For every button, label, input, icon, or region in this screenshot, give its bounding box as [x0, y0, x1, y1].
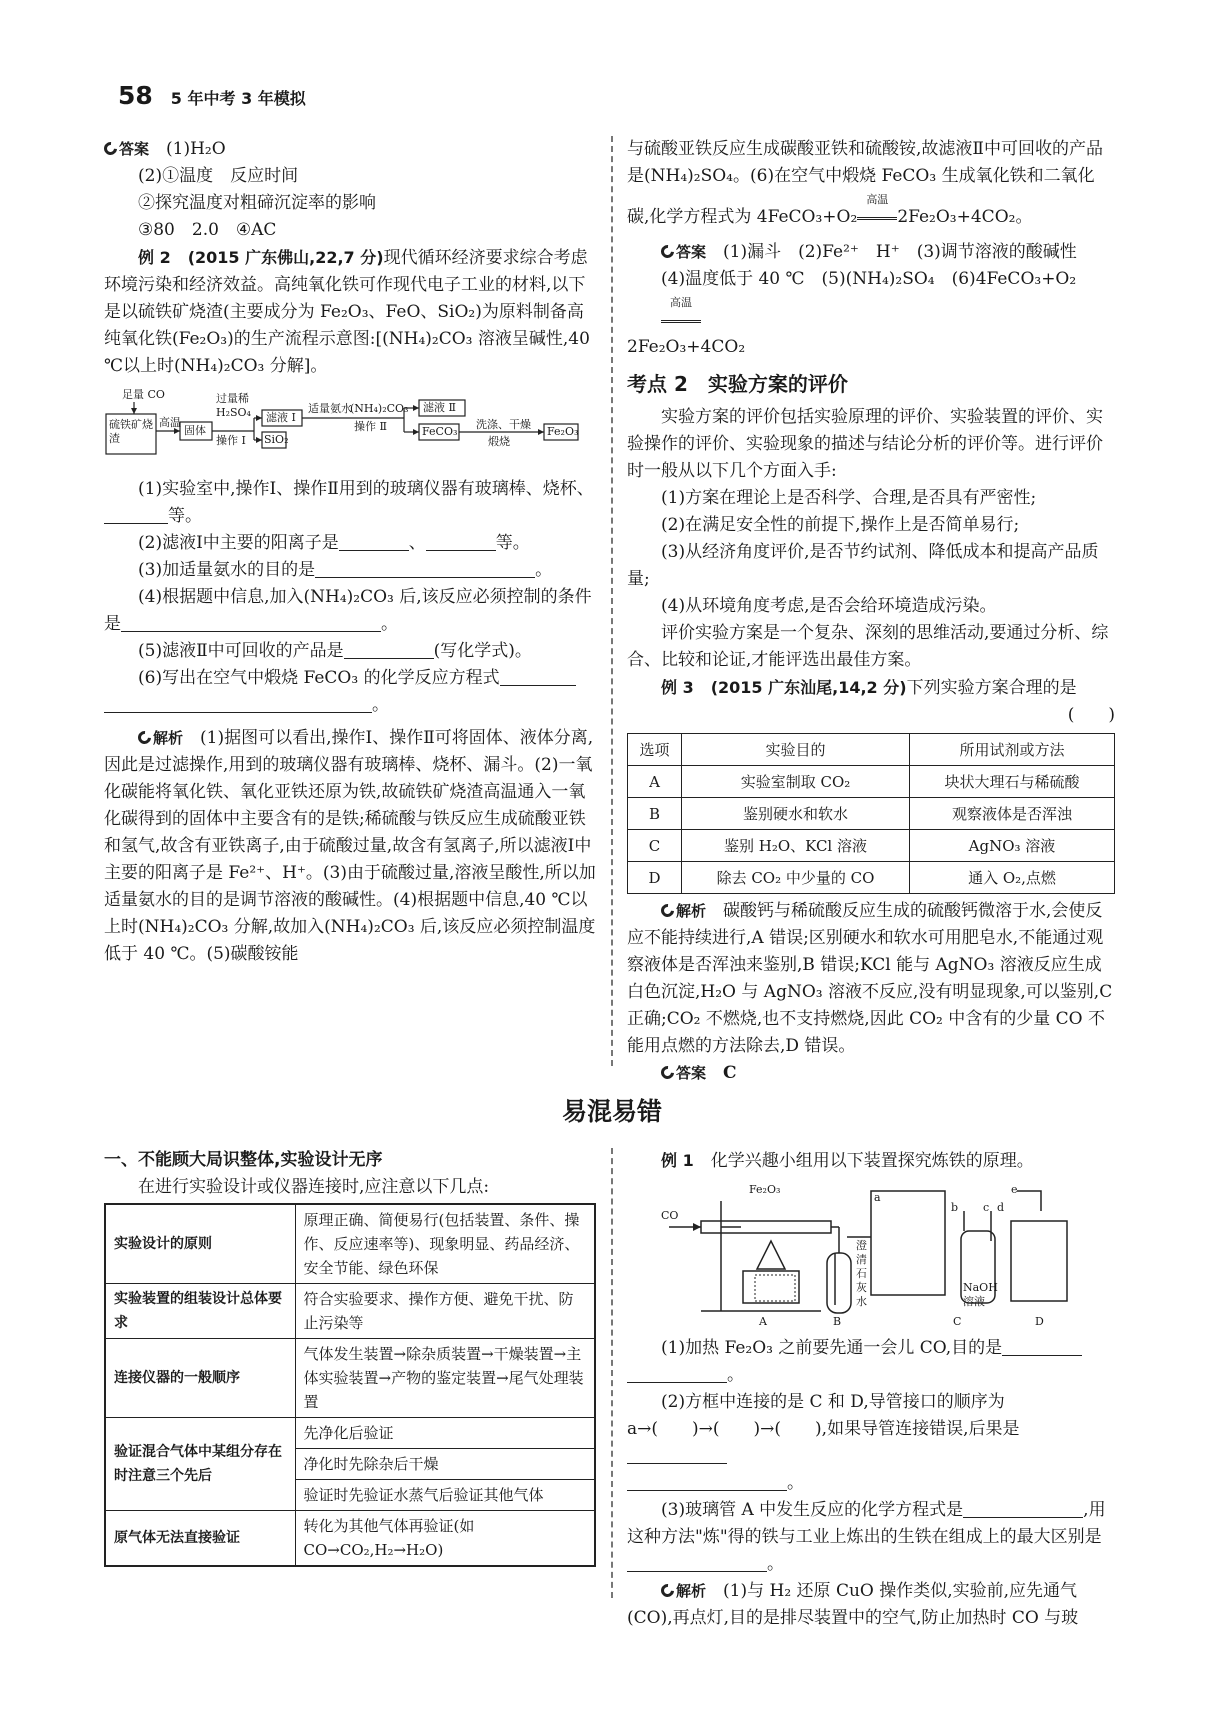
options-table [627, 733, 1115, 894]
analysis-2: 解析 (1)据图可以看出,操作Ⅰ、操作Ⅱ可将固体、液体分离,因此是过滤操作,用到的玻璃仪器有玻璃棒、烧杯、漏斗。(2)一氧化碳能将氧化铁、氧化亚铁还原为铁,故硫铁矿烧渣高温通入一氧化碳得到的固体中主要含有的是铁;稀硫酸与铁反应生成硫酸亚铁和氢气,故含有亚铁离子,由于硫酸过量,故含有氢离子,所以滤液Ⅰ中主要的阳离子是 Fe²⁺、H⁺。(3)由于硫酸过量,溶液呈酸性,所以加适量氨水的目的是调节溶液的酸碱性。(4)根据题中信息,40 ℃以上时(NH₄)₂CO₃ 分解,故加入(NH₄)₂CO₃ 后,该反应必须控制温度低于 40 ℃。(5)碳酸铵能 [104, 728, 596, 964]
table-header: 实验目的 [682, 734, 910, 766]
flow-sio2: SiO₂ [264, 433, 289, 446]
table-cell: 符合实验要求、操作方便、避免干扰、防止污染等 [295, 1284, 595, 1339]
kp2-item-4: (4)从环境角度考虑,是否会给环境造成污染。 [661, 596, 997, 616]
flow-op2: 操作 Ⅱ [354, 420, 387, 433]
flow-co: 足量 CO [122, 388, 165, 401]
question-1: (1)实验室中,操作Ⅰ、操作Ⅱ用到的玻璃仪器有玻璃棒、烧杯、等。 [104, 476, 596, 530]
table-row [105, 1204, 595, 1284]
analysis-marker: 解析 [661, 902, 706, 920]
kp2-item-3: (3)从经济角度评价,是否节约试剂、降低成本和提高产品质量; [627, 542, 1099, 589]
kp2-item-1: (1)方案在理论上是否科学、合理,是否具有严密性; [661, 488, 1037, 508]
flow-nh4co3: (NH₄)₂CO₃ [350, 402, 409, 415]
flow-wash: 洗涤、干燥 [476, 418, 531, 431]
moon-icon [658, 242, 676, 260]
label-d-port: d [997, 1201, 1005, 1214]
label-e: e [1011, 1183, 1018, 1196]
table-row [628, 830, 1115, 862]
answer-marker: 答案 [104, 140, 149, 158]
answer-blank[interactable] [627, 1473, 787, 1491]
example-source: (2015 广东汕尾,14,2 分) [710, 678, 907, 697]
example-1: 例 1 化学兴趣小组用以下装置探究炼铁的原理。 [661, 1151, 1034, 1171]
flow-feco3: FeCO₃ [422, 425, 458, 438]
flow-solid: 固体 [184, 424, 206, 437]
answer-1-line3: ②探究温度对粗碲沉淀率的影响 [138, 193, 376, 213]
moon-icon [101, 139, 119, 157]
left-column [104, 136, 596, 968]
rules-table [104, 1203, 596, 1567]
ex1-question-3: (3)玻璃管 A 中发生反应的化学方程式是 ,用这种方法"炼"得的铁与工业上炼出的生铁在组成上的最大区别是。 [627, 1500, 1106, 1574]
flow-raw: 硫铁矿烧渣 [109, 418, 153, 445]
table-cell: 鉴别 H₂O、KCl 溶液 [682, 830, 910, 862]
table-row [105, 1418, 595, 1449]
table-cell: 转化为其他气体再验证(如 CO→CO₂,H₂→H₂O) [295, 1511, 595, 1567]
table-cell: 观察液体是否浑浊 [910, 798, 1115, 830]
label-a: a [874, 1191, 881, 1204]
answer-blank[interactable] [121, 614, 381, 632]
answer-2-line2: (4)温度低于 40 ℃ (5)(NH₄)₂SO₄ (6)4FeCO₃+O₂高温 [627, 266, 1115, 334]
answer-blank[interactable] [339, 533, 409, 551]
table-row [105, 1339, 595, 1418]
lower-right-column [627, 1147, 1115, 1632]
ex1-question-2: (2)方框中连接的是 C 和 D,导管接口的顺序为 a→( )→( )→( ),如果导管连接错误,后果是 。 [627, 1392, 1020, 1493]
column-divider-bottom [611, 1148, 613, 1598]
question-2: (2)滤液Ⅰ中主要的阳离子是 、 等。 [138, 533, 530, 553]
table-cell: AgNO₃ 溶液 [910, 830, 1115, 862]
answer-blank[interactable] [963, 1500, 1083, 1518]
moon-icon [135, 728, 153, 746]
example-label: 例 1 [661, 1151, 694, 1170]
analysis-continued: 与硫酸亚铁反应生成碳酸亚铁和硫酸铵,故滤液Ⅱ中可回收的产品是(NH₄)₂SO₄。(6)在空气中煅烧 FeCO₃ 生成氧化铁和二氧化碳,化学方程式为 4FeCO₃+O₂高温 2Fe₂O₃+4CO₂。 [627, 139, 1103, 227]
table-row [628, 798, 1115, 830]
table-head-cell: 连接仪器的一般顺序 [105, 1339, 295, 1418]
moon-icon [658, 901, 676, 919]
table-row [105, 1284, 595, 1339]
table-cell: 净化时先除杂后干燥 [295, 1449, 595, 1480]
table-cell: 块状大理石与稀硫酸 [910, 766, 1115, 798]
table-head-cell: 验证混合气体中某组分存在时注意三个先后 [105, 1418, 295, 1511]
label-A: A [759, 1315, 767, 1328]
answer-blank[interactable] [627, 1365, 727, 1383]
right-column [627, 136, 1115, 1087]
ex1-analysis: 解析 (1)与 H₂ 还原 CuO 操作类似,实验前,应先通气(CO),再点灯,目的是排尽装置中的空气,防止加热时 CO 与玻 [627, 1581, 1079, 1628]
answer-3: 答案 C [627, 1060, 1115, 1087]
label-D: D [1035, 1315, 1044, 1328]
flow-ammonia: 适量氨水 [308, 402, 352, 415]
lower-left-column [104, 1147, 596, 1567]
question-6: (6)写出在空气中煅烧 FeCO₃ 的化学反应方程式 。 [104, 665, 596, 719]
column-divider-top [611, 136, 613, 1066]
table-header: 选项 [628, 734, 682, 766]
table-cell: 气体发生装置→除杂质装置→干燥装置→主体实验装置→产物的鉴定装置→尾气处理装置 [295, 1339, 595, 1418]
section-title: 易混易错 [561, 1097, 662, 1126]
kp2-item-2: (2)在满足安全性的前提下,操作上是否简单易行; [661, 515, 1020, 535]
page-number: 58 [118, 81, 153, 110]
table-cell: A [628, 766, 682, 798]
analysis-3: 解析 碳酸钙与稀硫酸反应生成的硫酸钙微溶于水,会使反应不能持续进行,A 错误;区别硬水和软水可用肥皂水,不能通过观察液体是否浑浊来鉴别,B 错误;KCl 能与 AgNO₃ 溶液反应生成白色沉淀,H₂O 与 AgNO₃ 溶液不反应,没有明显现象,可以鉴别,C 正确;CO₂ 不燃烧,也不支持燃烧,因此 CO₂ 中含有的少量 CO 不能用点燃的方法除去,D 错误。 [627, 901, 1113, 1056]
label-c-port: c [983, 1201, 990, 1214]
analysis-marker: 解析 [661, 1582, 706, 1600]
apparatus-figure [661, 1181, 1081, 1331]
table-cell: 鉴别硬水和软水 [682, 798, 910, 830]
flow-cond1: 高温 [159, 416, 181, 429]
answer-blank[interactable] [315, 560, 535, 578]
table-row [105, 1511, 595, 1567]
example-label: 例 3 [661, 678, 694, 697]
flow-filtrate2: 滤液 Ⅱ [423, 401, 456, 414]
example-label: 例 2 [138, 248, 171, 267]
kp2-summary: 评价实验方案是一个复杂、深刻的思维活动,要通过分析、综合、比较和论证,才能评选出最佳方案。 [627, 623, 1109, 670]
answer-blank[interactable] [500, 668, 576, 686]
subsection-heading: 一、不能顾大局识整体,实验设计无序 [104, 1150, 383, 1170]
condition-high-temp: 高温 [857, 190, 897, 223]
question-4: (4)根据题中信息,加入(NH₄)₂CO₃ 后,该反应必须控制的条件是 。 [104, 587, 592, 634]
label-co: CO [661, 1209, 679, 1222]
answer-1: 答案 (1)H₂O [104, 136, 596, 163]
label-C: C [953, 1315, 962, 1328]
table-cell: C [628, 830, 682, 862]
answer-1-line2: (2)①温度 反应时间 [138, 166, 299, 186]
flow-acid: 过量稀 H₂SO₄ [216, 392, 251, 419]
question-5: (5)滤液Ⅱ中可回收的产品是 (写化学式)。 [138, 641, 532, 661]
example-3: 例 3 (2015 广东汕尾,14,2 分)下列实验方案合理的是 [661, 678, 1077, 698]
apparatus-drawing [661, 1181, 1081, 1331]
table-cell: 验证时先验证水蒸气后验证其他气体 [295, 1480, 595, 1511]
label-naoh: NaOH 溶液 [963, 1281, 998, 1308]
flow-diagram [104, 388, 596, 472]
ex1-question-1: (1)加热 Fe₂O₃ 之前要先通一会儿 CO,目的是 。 [627, 1335, 1115, 1389]
answer-2: 答案 (1)漏斗 (2)Fe²⁺ H⁺ (3)调节溶液的酸碱性 [627, 239, 1115, 266]
flow-filtrate1: 滤液 Ⅰ [266, 411, 296, 424]
table-cell: 除去 CO₂ 中少量的 CO [682, 862, 910, 894]
table-head-cell: 实验装置的组装设计总体要求 [105, 1284, 295, 1339]
table-cell: 原理正确、简便易行(包括装置、条件、操作、反应速率等)、现象明显、药品经济、安全节能、绿色环保 [295, 1204, 595, 1284]
answer-marker: 答案 [661, 1064, 706, 1082]
book-title: 5 年中考 3 年模拟 [170, 89, 306, 108]
label-limewater: 澄清石灰水 [856, 1239, 867, 1308]
flow-product: Fe₂O₃ [547, 425, 579, 438]
answer-blank[interactable] [104, 506, 168, 524]
answer-blank[interactable] [627, 1554, 767, 1572]
table-cell: 先净化后验证 [295, 1418, 595, 1449]
answer-blank[interactable] [426, 533, 496, 551]
label-b: b [951, 1201, 959, 1214]
table-cell: B [628, 798, 682, 830]
table-cell: D [628, 862, 682, 894]
answer-1-line4: ③80 2.0 ④AC [138, 220, 277, 240]
answer-blank[interactable] [104, 695, 372, 713]
table-header: 所用试剂或方法 [910, 734, 1115, 766]
table-row [628, 766, 1115, 798]
flow-calcine: 煅烧 [488, 435, 510, 448]
flow-op1: 操作 Ⅰ [216, 434, 246, 447]
label-fe2o3: Fe₂O₃ [749, 1183, 781, 1196]
table-cell: 实验室制取 CO₂ [682, 766, 910, 798]
label-B: B [833, 1315, 842, 1328]
answer-blank[interactable] [627, 1446, 727, 1464]
table-header-row [628, 734, 1115, 766]
answer-marker: 答案 [661, 243, 706, 261]
kp2-intro: 实验方案的评价包括实验原理的评价、实验装置的评价、实验操作的评价、实验现象的描述与结论分析的评价等。进行评价时一般从以下几个方面入手: [627, 407, 1103, 481]
subsection-intro: 在进行实验设计或仪器连接时,应注意以下几点: [138, 1177, 490, 1197]
question-3: (3)加适量氨水的目的是 。 [138, 560, 553, 580]
answer-blank[interactable] [1002, 1338, 1082, 1356]
example-2: 例 2 (2015 广东佛山,22,7 分)现代循环经济要求综合考虑环境污染和经济效益。高纯氧化铁可作现代电子工业的材料,以下是以硫铁矿烧渣(主要成分为 Fe₂O₃、FeO、SiO₂)为原料制备高纯氧化铁(Fe₂O₃)的生产流程示意图:[(NH₄)₂CO₃ 溶液呈碱性,40 ℃以上时(NH₄)₂CO₃ 分解]。 [104, 248, 590, 376]
table-row [628, 862, 1115, 894]
page-header [118, 82, 306, 112]
answer-paren[interactable]: ( ) [1067, 705, 1115, 725]
moon-icon [658, 1063, 676, 1081]
table-head-cell: 原气体无法直接验证 [105, 1511, 295, 1567]
example-source: (2015 广东佛山,22,7 分) [187, 248, 384, 267]
moon-icon [658, 1581, 676, 1599]
answer-2-line3: 2Fe₂O₃+4CO₂ [627, 337, 746, 357]
answer-blank[interactable] [344, 641, 434, 659]
condition-high-temp-2: 高温 [661, 293, 701, 326]
kp2-title: 考点 2 实验方案的评价 [627, 372, 848, 396]
analysis-marker: 解析 [138, 729, 183, 747]
table-cell: 通入 O₂,点燃 [910, 862, 1115, 894]
table-head-cell: 实验设计的原则 [105, 1204, 295, 1284]
